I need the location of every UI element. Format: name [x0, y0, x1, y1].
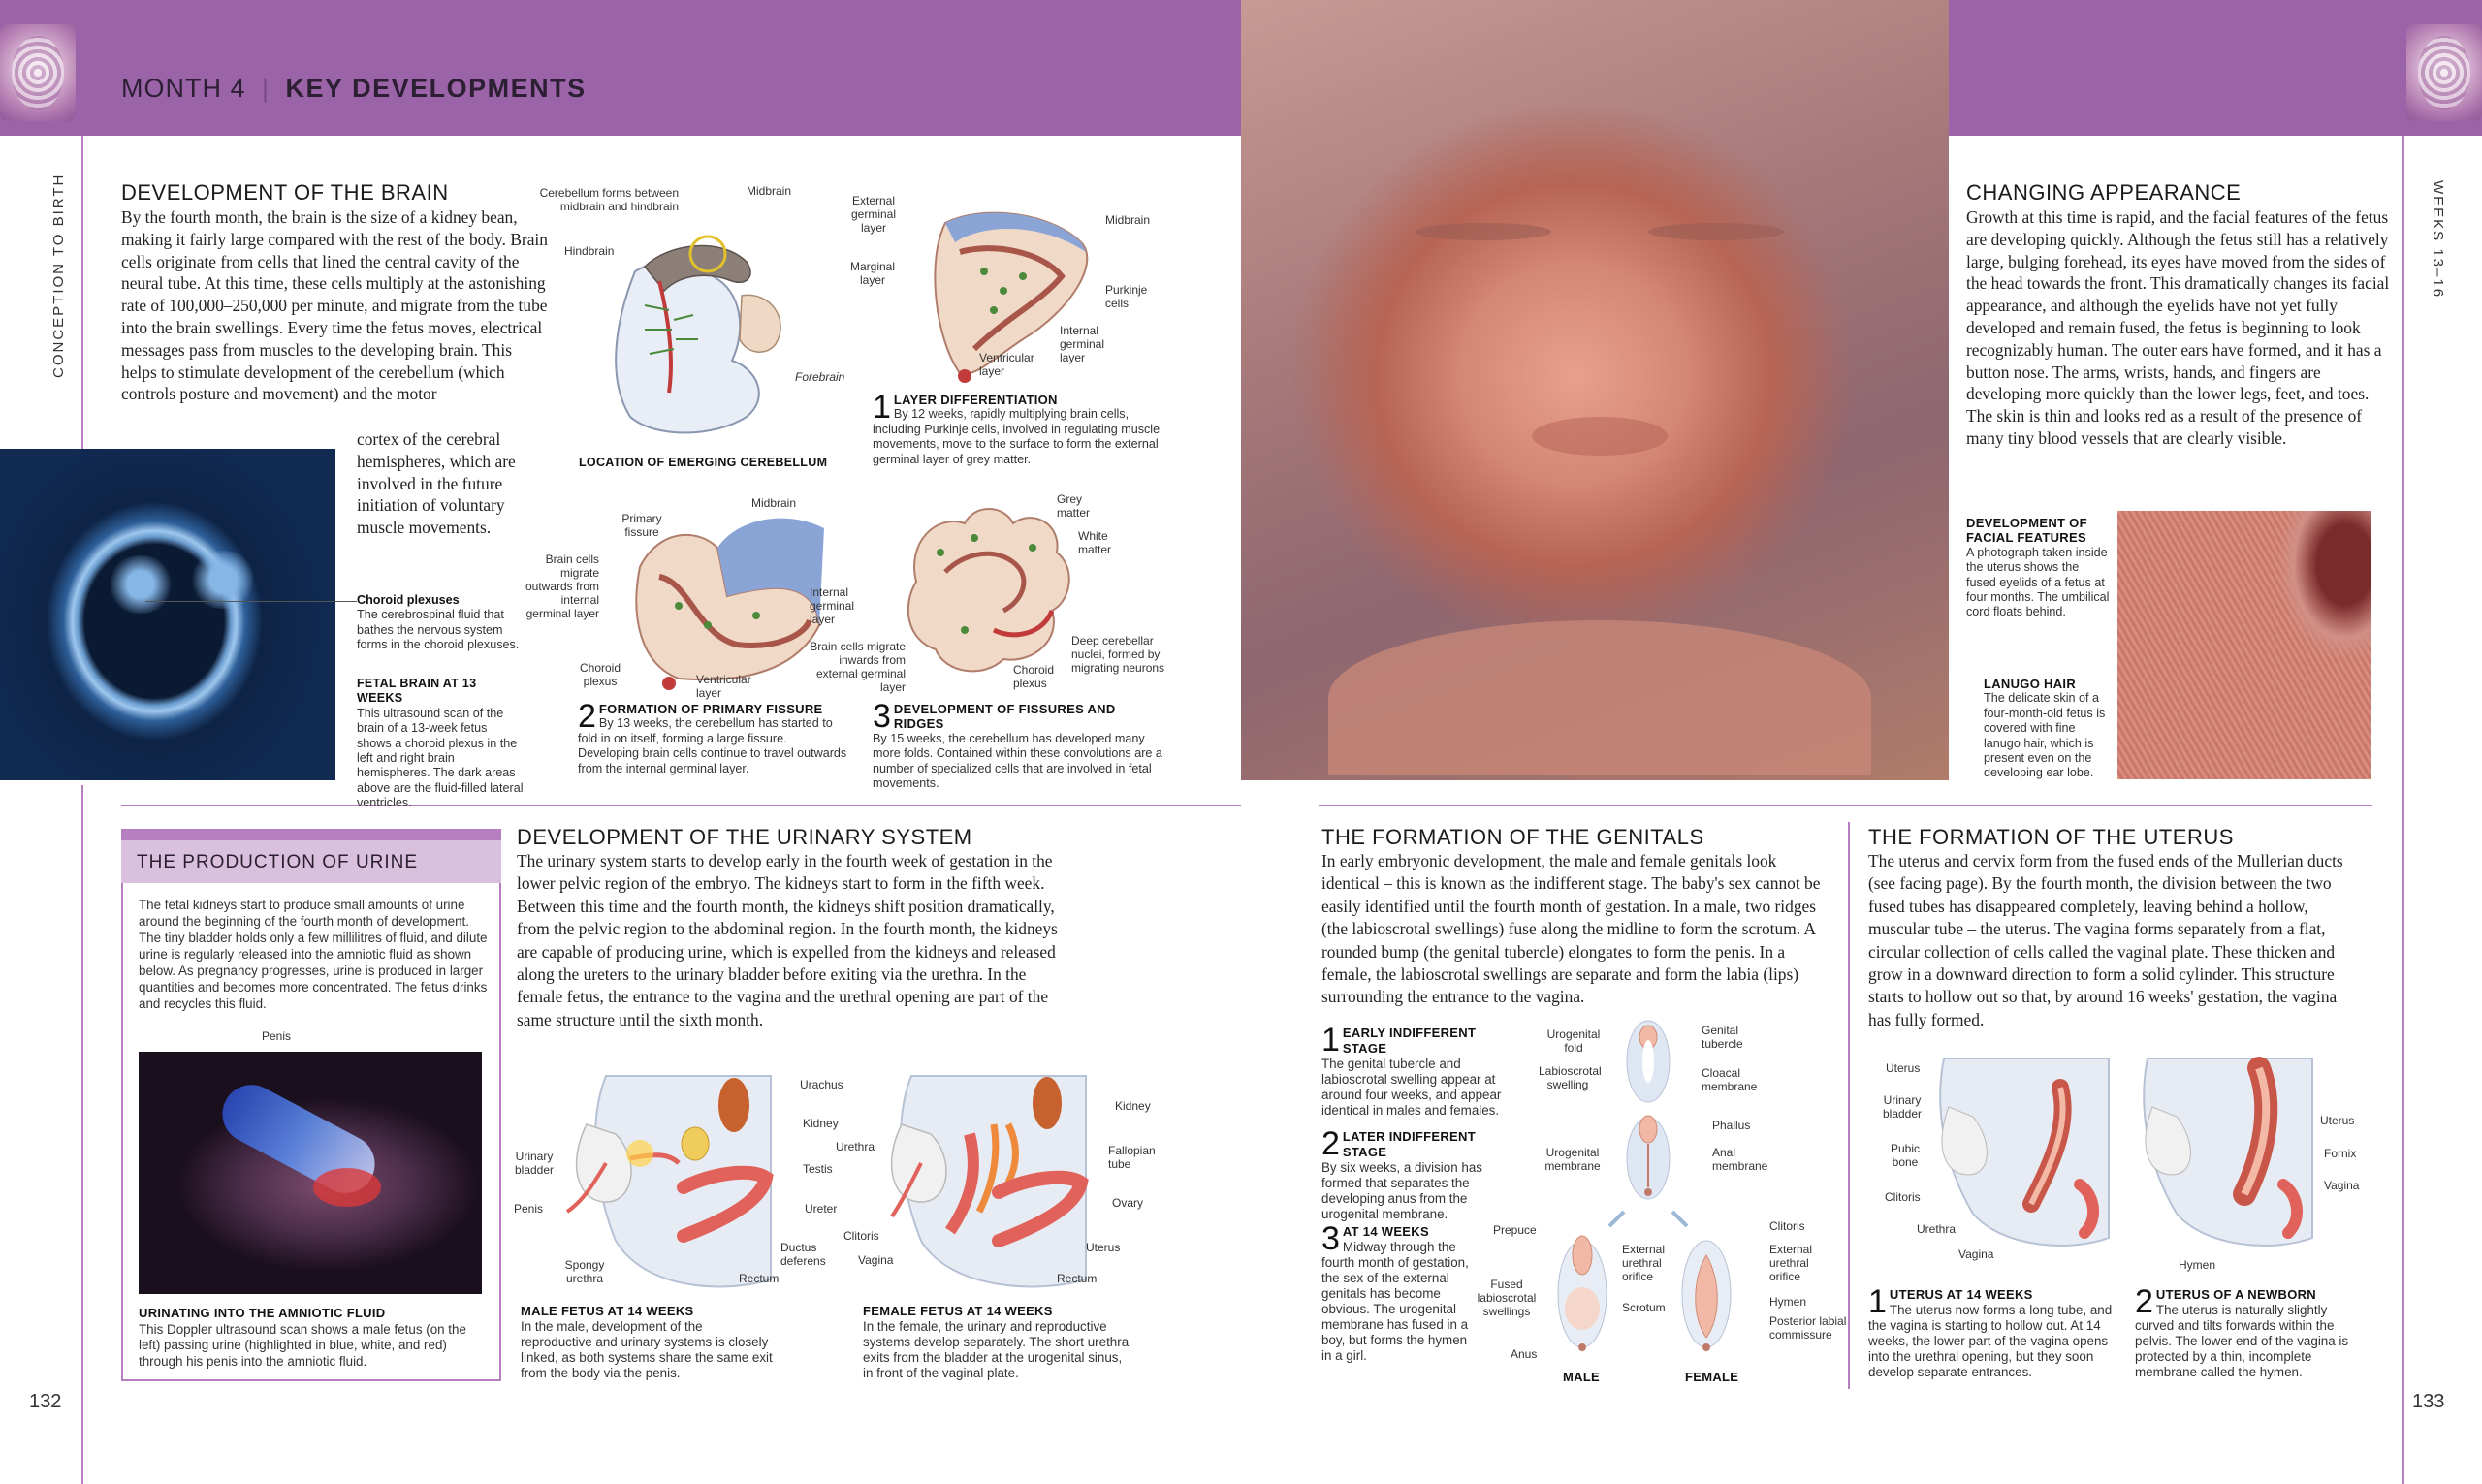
chapter-title: MONTH 4 | KEY DEVELOPMENTS	[121, 74, 587, 103]
page-number-left: 132	[29, 1391, 62, 1412]
label-kidney-male: Kidney	[803, 1117, 839, 1130]
step-number: 3	[873, 698, 891, 735]
label-vagina-1: Vagina	[1958, 1247, 1994, 1261]
step-text: By six weeks, a division has formed that separates the developing anus from the urogenital membrane.	[1321, 1160, 1482, 1221]
label-male: MALE	[1563, 1370, 1601, 1384]
label-hymen-genital: Hymen	[1769, 1295, 1807, 1309]
step-number: 2	[1321, 1125, 1340, 1162]
side-label-right: WEEKS 13–16	[2430, 180, 2446, 300]
label-pubic-bone: Pubic bone	[1890, 1142, 1921, 1169]
urine-box-text: The fetal kidneys start to produce small amounts of urine around the beginning of the fourth month of development. The tiny bladder holds only a few millilitres of fluid, and dilute urine is regularly released into the amniotic fluid as shown below. As pregnancy progresses, urine is produced in larger quantities and becomes more concentrated. The fetus drinks and recycles this fluid.	[139, 898, 488, 1011]
label-clitoris-1: Clitoris	[1885, 1190, 1921, 1204]
label-hymen-2: Hymen	[2179, 1258, 2216, 1272]
label-midbrain-2: Midbrain	[1105, 213, 1151, 227]
margin-rule	[81, 136, 83, 449]
label-fused-labioscrotal: Fused labioscrotal swellings	[1477, 1278, 1537, 1318]
female-caption	[863, 1304, 1134, 1381]
label-external-germinal: External germinal layer	[850, 194, 897, 235]
label-urethra: Urethra	[836, 1140, 875, 1153]
female-caption-head: FEMALE FETUS AT 14 WEEKS	[863, 1304, 1053, 1318]
brain-step-2	[578, 698, 849, 776]
uterus-body: The uterus and cervix form from the fused ends of the Mullerian ducts (see facing page). By the fourth month, the division between the two fused tubes has disappeared completely, leaving behind a hollow, muscular tube – the uterus. The vagina forms separately from a flat, circular collection of cells called the vaginal plate. These thicken and grow in a downward direction to form a solid cylinder. This structure starts to hollow out so that, by around 16 weeks' gestation, the vagina has fully formed.	[1868, 851, 2343, 1029]
doppler-caption-text: This Doppler ultrasound scan shows a male fetus (on the left) passing urine (highlighted in blue, white, and red) through his penis into the amniotic fluid.	[139, 1321, 466, 1369]
label-cloacal-membrane: Cloacal membrane	[1702, 1066, 1758, 1093]
scan-caption-head: FETAL BRAIN AT 13 WEEKS	[357, 677, 477, 706]
side-label-left: CONCEPTION TO BIRTH	[50, 173, 67, 378]
mouth	[1532, 417, 1668, 456]
margin-rule	[2402, 136, 2404, 1484]
label-ureter: Ureter	[805, 1202, 838, 1216]
label-uterus-2: Uterus	[2320, 1114, 2355, 1127]
doppler-caption-head: URINATING INTO THE AMNIOTIC FLUID	[139, 1306, 386, 1320]
step-number: 1	[873, 389, 891, 426]
step-head: FORMATION OF PRIMARY FISSURE	[598, 702, 823, 716]
label-forebrain: Forebrain	[795, 370, 845, 384]
label-brain-cells-migrate: Brain cells migrate outwards from internal germinal layer	[525, 553, 599, 620]
appearance-body: Growth at this time is rapid, and the facial features of the fetus are developing quickly. Although the fetus still has a relatively large, bulging forehead, its eyes have moved from the sides of the head towards the front. This dramatically changes its facial appearance, and although the eyelids have not yet fully developed and remain fused, the fetus is beginning to look recognizably human. The outer ears have formed, and it has a button nose. The arms, wrists, hands, and fingers are developing more quickly than the lower legs, feet, and toes. The skin is thin and looks red as a result of the presence of many tiny blood vessels that are clearly visible.	[1966, 207, 2390, 448]
lanugo-caption-text: The delicate skin of a four-month-old fetus is covered with fine lanugo hair, which is present even on the developing ear lobe.	[1984, 691, 2106, 780]
label-internal-germinal: Internal germinal layer	[1060, 324, 1105, 364]
choroid-caption-text: The cerebrospinal fluid that bathes the nervous system forms in the choroid plexuses.	[357, 608, 520, 652]
label-anal-membrane: Anal membrane	[1712, 1146, 1768, 1173]
decorative-embryo-icon	[0, 24, 76, 121]
doppler-caption	[139, 1306, 488, 1370]
genitals-step-1	[1321, 1022, 1515, 1119]
urine-box-title: THE PRODUCTION OF URINE	[121, 840, 501, 883]
label-scrotum: Scrotum	[1622, 1301, 1666, 1314]
label-white-matter: White matter	[1078, 529, 1112, 556]
step-head: UTERUS OF A NEWBORN	[2155, 1287, 2316, 1302]
label-ovary: Ovary	[1112, 1196, 1144, 1210]
label-grey-matter: Grey matter	[1057, 492, 1091, 520]
label-bladder-1: Urinary bladder	[1882, 1093, 1923, 1121]
label-migrate-inwards: Brain cells migrate inwards from external germinal layer	[810, 640, 906, 694]
label-urogenital-fold: Urogenital fold	[1546, 1027, 1601, 1055]
step-number: 1	[1321, 1022, 1340, 1058]
label-urachus: Urachus	[800, 1078, 843, 1091]
label-posterior-commissure: Posterior labial commissure	[1769, 1314, 1847, 1342]
label-midbrain-3: Midbrain	[751, 496, 797, 510]
fused-eyelid-left	[1416, 223, 1551, 240]
section-divider	[1319, 805, 2372, 806]
female-fetus-diagram	[873, 1066, 1115, 1294]
fetal-brain-ultrasound-image	[0, 449, 335, 780]
step-number: 2	[578, 698, 596, 735]
step-text: Midway through the fourth month of gestation, the sex of the external genitals has become obvious. The urogenital membrane has fused in a boy, but forms the hymen in a girl.	[1321, 1240, 1469, 1363]
brain-body-wide: By the fourth month, the brain is the size of a kidney bean, making it fairly large compared with the rest of the body. Brain cells originate from cells that lined the central cavity of the neural tube. At this time, these cells multiply at the astonishing rate of 100,000–250,000 per minute, and migrate from the tube into the brain swellings. Every time the fetus moves, electrical messages pass from muscles to the developing brain. This helps to stimulate development of the cerebellum (which controls posture and movement) and the motor	[121, 207, 548, 404]
section-divider	[121, 805, 1241, 806]
margin-rule	[81, 785, 83, 1484]
label-phallus: Phallus	[1712, 1119, 1751, 1132]
fissures-ridges-diagram	[897, 494, 1081, 688]
month-label: MONTH 4	[121, 74, 246, 103]
label-choroid-plexus-2: Choroid plexus	[1013, 663, 1055, 690]
step-head: EARLY INDIFFERENT STAGE	[1342, 1026, 1477, 1056]
brain-step-3	[873, 698, 1163, 791]
female-caption-text: In the female, the urinary and reproductive systems develop separately. The short urethra exits from the bladder at the urogenital sinus, in front of the vaginal plate.	[863, 1319, 1130, 1380]
label-penis-photo: Penis	[262, 1029, 292, 1043]
header-band-left	[0, 0, 1241, 136]
fused-eyelid-right	[1648, 223, 1784, 240]
step-head: LATER INDIFFERENT STAGE	[1342, 1129, 1476, 1159]
step-text: By 15 weeks, the cerebellum has developed many more folds. Contained within these convolutions are a number of specialized cells that are involved in fetal movements.	[873, 731, 1162, 791]
appearance-heading: CHANGING APPEARANCE	[1966, 180, 2242, 205]
label-fornix: Fornix	[2324, 1147, 2357, 1160]
label-hindbrain: Hindbrain	[564, 244, 615, 258]
genitals-step-3	[1321, 1220, 1477, 1364]
uterus-step-2	[2135, 1283, 2368, 1380]
section-title: KEY DEVELOPMENTS	[285, 74, 587, 103]
step-number: 1	[1868, 1283, 1887, 1320]
genitals-step-2	[1321, 1125, 1515, 1222]
label-spongy-urethra: Spongy urethra	[564, 1258, 605, 1285]
leader-line	[145, 601, 357, 602]
genitals-body: In early embryonic development, the male and female genitals look identical – this is known as the indifferent stage. The baby's sex cannot be easily identified until the fourth month of gestation. In a male, two ridges (the labioscrotal swellings) fuse along the midline to form the scrotum. A rounded bump (the genital tubercle) elongates to form the penis. In a female, the labioscrotal swellings are separate and form the labia (lips) surrounding the entrance to the vagina.	[1321, 851, 1821, 1007]
label-uterus-female: Uterus	[1086, 1241, 1121, 1254]
urinary-heading: DEVELOPMENT OF THE URINARY SYSTEM	[517, 825, 972, 849]
label-vagina: Vagina	[858, 1253, 894, 1267]
label-external-urethral-f: External urethral orifice	[1769, 1243, 1813, 1283]
label-cerebellum-forms: Cerebellum forms between midbrain and hindbrain	[539, 186, 679, 213]
step-head: UTERUS AT 14 WEEKS	[1889, 1287, 2033, 1302]
header-band-right	[1949, 0, 2482, 136]
cerebellum-location-diagram	[577, 184, 868, 446]
label-genital-tubercle: Genital tubercle	[1702, 1024, 1743, 1051]
lanugo-hair-photo	[2117, 511, 2371, 779]
label-ventricular: Ventricular layer	[979, 351, 1034, 378]
scan-caption-text: This ultrasound scan of the brain of a 13-week fetus shows a choroid plexus in the left and right brain hemispheres. The dark areas above are the fluid-filled lateral ventricles.	[357, 706, 524, 810]
choroid-caption	[357, 593, 524, 653]
lanugo-caption	[1984, 677, 2112, 781]
male-caption	[521, 1304, 773, 1381]
label-midbrain: Midbrain	[747, 184, 792, 198]
label-ductus-deferens: Ductus deferens	[780, 1241, 826, 1268]
uterus-heading: THE FORMATION OF THE UTERUS	[1868, 825, 2234, 849]
label-purkinje: Purkinje cells	[1105, 283, 1148, 310]
choroid-plexus-right	[189, 551, 257, 609]
label-external-urethral-m: External urethral orifice	[1622, 1243, 1666, 1283]
step-number: 2	[2135, 1283, 2153, 1320]
label-clitoris: Clitoris	[843, 1229, 879, 1243]
label-kidney-female: Kidney	[1115, 1099, 1151, 1113]
step-text: The uterus is naturally slightly curved and tilts forwards within the pelvis. The lower end of the vagina is protected by a thin, incomplete membrane called the hymen.	[2135, 1303, 2349, 1379]
brain-step-1	[873, 389, 1163, 467]
lanugo-caption-head: LANUGO HAIR	[1984, 677, 2077, 691]
page-number-right: 133	[2412, 1391, 2445, 1412]
male-caption-head: MALE FETUS AT 14 WEEKS	[521, 1304, 694, 1318]
scan-caption	[357, 677, 524, 811]
urinary-body: The urinary system starts to develop early in the fourth week of gestation in the lower pelvic region of the embryo. The kidneys start to form in the fifth week. Between this time and the fourth month, the kidneys shift position dramatically, from the pelvic region to the abdominal region. In the fourth month, the kidneys are capable of producing urine, which is expelled from the kidneys and released along the ureters to the urinary bladder before exiting via the urethra. In the female fetus, the entrance to the vagina and the urethral opening are part of the same structure until the sixth month.	[517, 851, 1058, 1029]
column-divider	[1848, 822, 1850, 1389]
fetus-face-photo	[1241, 0, 1949, 780]
step-text: By 13 weeks, the cerebellum has started to fold in on itself, forming a large fissure. Developing brain cells continue to travel outwards from the internal germinal layer.	[578, 716, 847, 775]
label-primary-fissure: Primary fissure	[621, 512, 662, 539]
brain-heading: DEVELOPMENT OF THE BRAIN	[121, 180, 449, 205]
facial-caption-head: DEVELOPMENT OF FACIAL FEATURES	[1966, 516, 2087, 546]
label-uterus-1: Uterus	[1886, 1061, 1921, 1075]
decorative-embryo-icon	[2406, 24, 2482, 121]
step-head: DEVELOPMENT OF FISSURES AND RIDGES	[893, 702, 1116, 732]
step-head: LAYER DIFFERENTIATION	[893, 393, 1058, 407]
urine-box-band	[121, 829, 501, 840]
label-marginal: Marginal layer	[849, 260, 896, 287]
uterus-newborn-diagram	[2138, 1049, 2322, 1257]
urine-stream-red	[313, 1168, 381, 1207]
hands	[1328, 620, 1871, 775]
step-text: By 12 weeks, rapidly multiplying brain cells, including Purkinje cells, involved in regulating muscle movements, move to the surface to form the external germinal layer of grey matter.	[873, 407, 1161, 466]
doppler-ultrasound-photo	[139, 1052, 482, 1294]
label-internal-germinal-2: Internal germinal layer	[810, 585, 855, 626]
label-deep-nuclei: Deep cerebellar nuclei, formed by migrating neurons	[1071, 634, 1165, 675]
label-vagina-2: Vagina	[2324, 1179, 2360, 1192]
label-fallopian-tube: Fallopian tube	[1108, 1144, 1156, 1171]
genitals-heading: THE FORMATION OF THE GENITALS	[1321, 825, 1704, 849]
label-urogenital-membrane: Urogenital membrane	[1544, 1146, 1601, 1173]
label-prepuce: Prepuce	[1493, 1223, 1537, 1237]
label-female: FEMALE	[1685, 1370, 1739, 1384]
facial-features-caption	[1966, 516, 2110, 620]
label-rectum-male: Rectum	[739, 1272, 780, 1285]
label-urinary-bladder: Urinary bladder	[514, 1150, 555, 1177]
facial-caption-text: A photograph taken inside the uterus shows the fused eyelids of a fetus at four months. The umbilical cord floats behind.	[1966, 545, 2110, 619]
choroid-plexus-left	[107, 555, 175, 614]
label-clitoris-genital: Clitoris	[1769, 1219, 1805, 1233]
step-head: AT 14 WEEKS	[1342, 1224, 1429, 1239]
label-penis: Penis	[514, 1202, 544, 1216]
label-anus: Anus	[1511, 1347, 1538, 1361]
label-testis: Testis	[803, 1162, 833, 1176]
step-text: The genital tubercle and labioscrotal swelling appear at around four weeks, and appear identical in males and females.	[1321, 1057, 1502, 1118]
choroid-caption-head: Choroid plexuses	[357, 593, 460, 607]
label-choroid-plexus: Choroid plexus	[579, 661, 621, 688]
male-caption-text: In the male, development of the reproductive and urinary systems is closely linked, as both systems share the same exit from the body via the penis.	[521, 1319, 773, 1380]
label-urethra-1: Urethra	[1917, 1222, 1957, 1236]
label-rectum-female: Rectum	[1057, 1272, 1098, 1285]
label-ventricular-2: Ventricular layer	[696, 673, 751, 700]
step-number: 3	[1321, 1220, 1340, 1257]
location-caption: LOCATION OF EMERGING CEREBELLUM	[579, 456, 828, 469]
uterus-step-1	[1868, 1283, 2120, 1380]
label-labioscrotal-swelling: Labioscrotal swelling	[1539, 1064, 1602, 1091]
brain-body-narrow: cortex of the cerebral hemispheres, which are involved in the future initiation of voluntary muscle movements.	[357, 429, 516, 538]
step-text: The uterus now forms a long tube, and the vagina is starting to hollow out. At 14 weeks, the lower part of the vagina opens into the urethral opening, but they soon develop separate entrances.	[1868, 1303, 2113, 1379]
